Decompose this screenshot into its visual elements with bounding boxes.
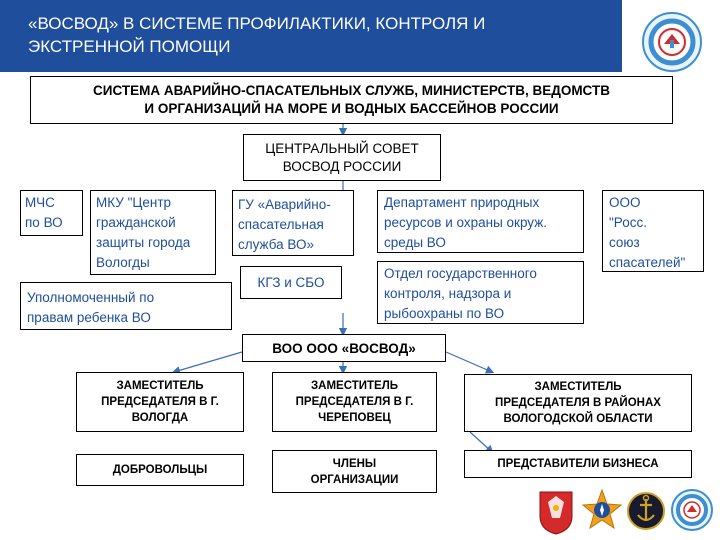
- kgz-box: КГЗ и СБО: [240, 266, 342, 299]
- system-box: СИСТЕМА АВАРИЙНО-СПАСАТЕЛЬНЫХ СЛУЖБ, МИНИСТЕРСТВ, ВЕДОМСТВ И ОРГАНИЗАЦИЙ НА МОРЕ И ВОДНЫХ БАССЕЙНОВ РОССИИ: [30, 76, 673, 124]
- navy-anchor-icon: [626, 488, 666, 534]
- volunteers-box: ДОБРОВОЛЬЦЫ: [76, 454, 244, 486]
- members-box: ЧЛЕНЫ ОРГАНИЗАЦИИ: [272, 450, 437, 493]
- deputy-regions-box: ЗАМЕСТИТЕЛЬ ПРЕДСЕДАТЕЛЯ В РАЙОНАХ ВОЛОГОДСКОЙ ОБЛАСТИ: [464, 374, 692, 432]
- vosvod-emblem-icon: [670, 486, 714, 534]
- emergency-star-icon: [582, 488, 622, 534]
- page-title: «ВОСВОД» В СИСТЕМЕ ПРОФИЛАКТИКИ, КОНТРОЛЯ И ЭКСТРЕННОЙ ПОМОЩИ: [28, 14, 486, 56]
- central-council-box: ЦЕНТРАЛЬНЫЙ СОВЕТ ВОСВОД РОССИИ: [243, 134, 441, 181]
- mku-box: МКУ "Центр гражданской защиты города Вологды: [90, 190, 216, 275]
- ombudsman-box: Уполномоченный по правам ребенка ВО: [20, 282, 232, 330]
- vologda-coat-of-arms-icon: [536, 488, 576, 536]
- deputy-cherepovets-box: ЗАМЕСТИТЕЛЬ ПРЕДСЕДАТЕЛЯ В Г. ЧЕРЕПОВЕЦ: [272, 372, 437, 432]
- business-box: ПРЕДСТАВИТЕЛИ БИЗНЕСА: [464, 450, 692, 478]
- otdel-box: Отдел государственного контроля, надзора и рыбоохраны по ВО: [377, 261, 584, 324]
- dept-box: Департамент природных ресурсов и охраны окруж. среды ВО: [377, 190, 584, 253]
- deputy-vologda-box: ЗАМЕСТИТЕЛЬ ПРЕДСЕДАТЕЛЯ В Г. ВОЛОГДА: [76, 372, 244, 432]
- mchs-box: МЧС по ВО: [20, 190, 83, 236]
- ooo-box: ООО "Росс. союз спасателей": [602, 190, 704, 272]
- voo-box: ВОО ООО «ВОСВОД»: [242, 334, 446, 362]
- gu-box: ГУ «Аварийно- спасательная служба ВО»: [232, 190, 354, 256]
